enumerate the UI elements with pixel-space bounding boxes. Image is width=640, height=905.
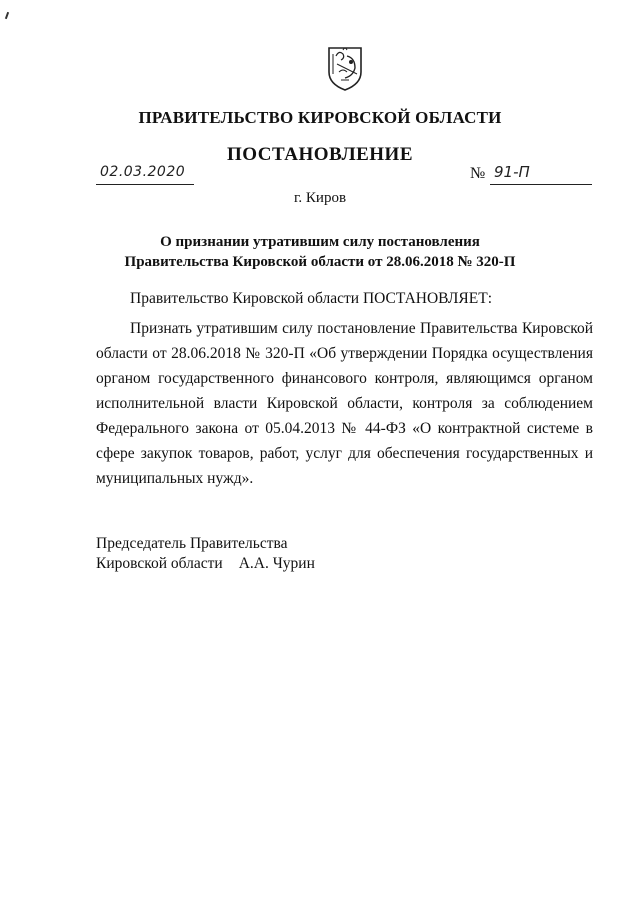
subject-line-2: Правительства Кировской области от 28.06.2018 № 320-П — [124, 254, 516, 270]
document-number: 91-П — [494, 163, 530, 181]
body-paragraph: Признать утратившим силу постановление Правительства Кировской области от 28.06.2018 № 320-П «Об утверждении Порядка осуществления органом государственного финансового контроля, являющимся органом исполнительной власти Кировской области, контроля за соблюдением Федерального закона от 05.04.2013 № 44-ФЗ «О контрактной системе в сфере закупок товаров, работ, услуг для обеспечения государственных и муниципальных нужд». — [96, 320, 593, 487]
subject-line-1: О признании утратившим силу постановления — [160, 234, 480, 250]
city: г. Киров — [293, 190, 347, 206]
signature-block — [96, 534, 315, 574]
coat-of-arms-icon — [325, 44, 365, 92]
number-label: № — [470, 165, 486, 182]
signatory-title-line-1: Председатель Правительства — [96, 535, 288, 552]
signatory-title-line-2: Кировской области — [96, 555, 223, 572]
signatory-line-2 — [96, 554, 315, 574]
subject-heading — [0, 232, 640, 272]
document-date: 02.03.2020 — [100, 164, 186, 180]
organization-title: ПРАВИТЕЛЬСТВО КИРОВСКОЙ ОБЛАСТИ — [138, 108, 502, 127]
decree-lead: Правительство Кировской области ПОСТАНОВЛЯЕТ: — [130, 290, 493, 307]
scan-artifact — [5, 12, 9, 19]
signatory-name: А.А. Чурин — [238, 555, 315, 572]
document-type: ПОСТАНОВЛЕНИЕ — [226, 144, 414, 165]
